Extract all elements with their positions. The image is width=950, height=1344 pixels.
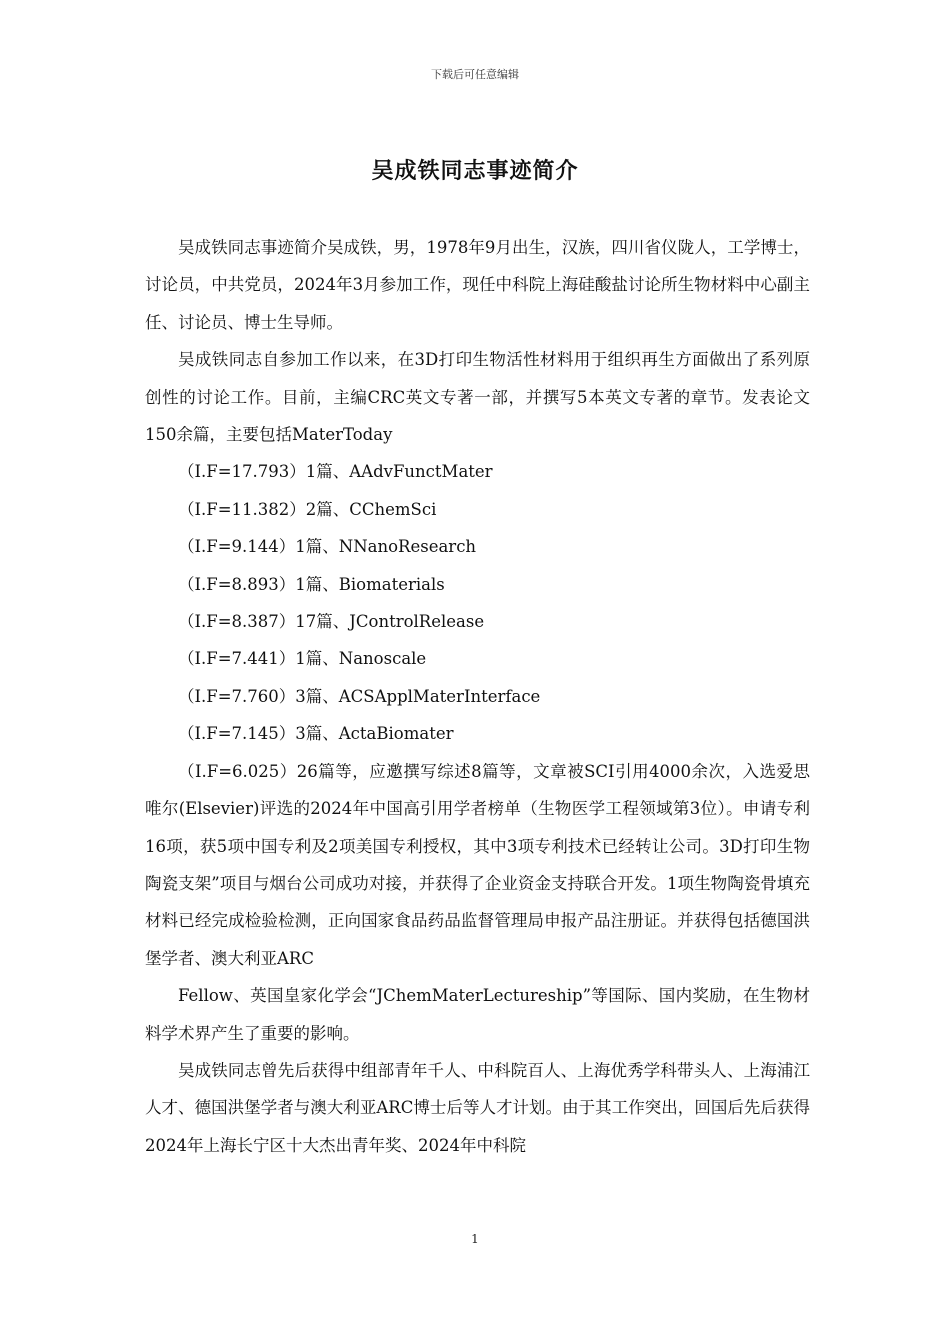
impact-factor-item: （I.F=8.893）1篇、Biomaterials [178, 574, 445, 594]
document-body [145, 229, 810, 1164]
impact-factor-item: （I.F=17.793）1篇、AAdvFunctMater [178, 462, 493, 482]
impact-factor-item: （I.F=9.144）1篇、NNanoResearch [178, 537, 477, 557]
paragraph-research: 吴成铁同志自参加工作以来，在3D打印生物活性材料用于组织再生方面做出了系列原创性的讨论工作。目前，主编CRC英文专著一部，并撰写5本英文专著的章节。发表论文150余篇，主要包括MaterToday [145, 350, 810, 445]
paragraph-intro: 吴成铁同志事迹简介吴成铁，男，1978年9月出生，汉族，四川省仪陇人，工学博士，讨论员，中共党员，2024年3月参加工作，现任中科院上海硅酸盐讨论所生物材料中心副主任、讨论员、博士生导师。 [145, 238, 810, 332]
paragraph-citations-patents: （I.F=6.025）26篇等，应邀撰写综述8篇等，文章被SCI引用4000余次，入选爱思唯尔(Elsevier)评选的2024年中国高引用学者榜单（生物医学工程领域第3位）。申请专利16项，获5项中国专利及2项美国专利授权，其中3项专利技术已经转让公司。3D打印生物陶瓷支架”项目与烟台公司成功对接，并获得了企业资金支持联合开发。1项生物陶瓷骨填充材料已经完成检验检测，正向国家食品药品监督管理局申报产品注册证。并获得包括德国洪堡学者、澳大利亚ARC [145, 761, 810, 968]
header-note: 下载后可任意编辑 [431, 68, 519, 81]
paragraph-talent-programs: 吴成铁同志曾先后获得中组部青年千人、中科院百人、上海优秀学科带头人、上海浦江人才、德国洪堡学者与澳大利亚ARC博士后等人才计划。由于其工作突出，回国后先后获得2024年上海长宁区十大杰出青年奖、2024年中科院 [145, 1060, 810, 1155]
impact-factor-item: （I.F=8.387）17篇、JControlRelease [178, 612, 485, 632]
impact-factor-item: （I.F=7.145）3篇、ActaBiomater [178, 724, 454, 744]
impact-factor-item: （I.F=7.441）1篇、Nanoscale [178, 649, 427, 669]
page-number: 1 [471, 1232, 479, 1246]
paragraph-awards: Fellow、英国皇家化学会“JChemMaterLectureship”等国际、国内奖励，在生物材料学术界产生了重要的影响。 [145, 986, 810, 1043]
document-title: 吴成铁同志事迹简介 [371, 159, 579, 184]
impact-factor-item: （I.F=11.382）2篇、CChemSci [178, 499, 437, 519]
impact-factor-item: （I.F=7.760）3篇、ACSApplMaterInterface [178, 686, 541, 706]
